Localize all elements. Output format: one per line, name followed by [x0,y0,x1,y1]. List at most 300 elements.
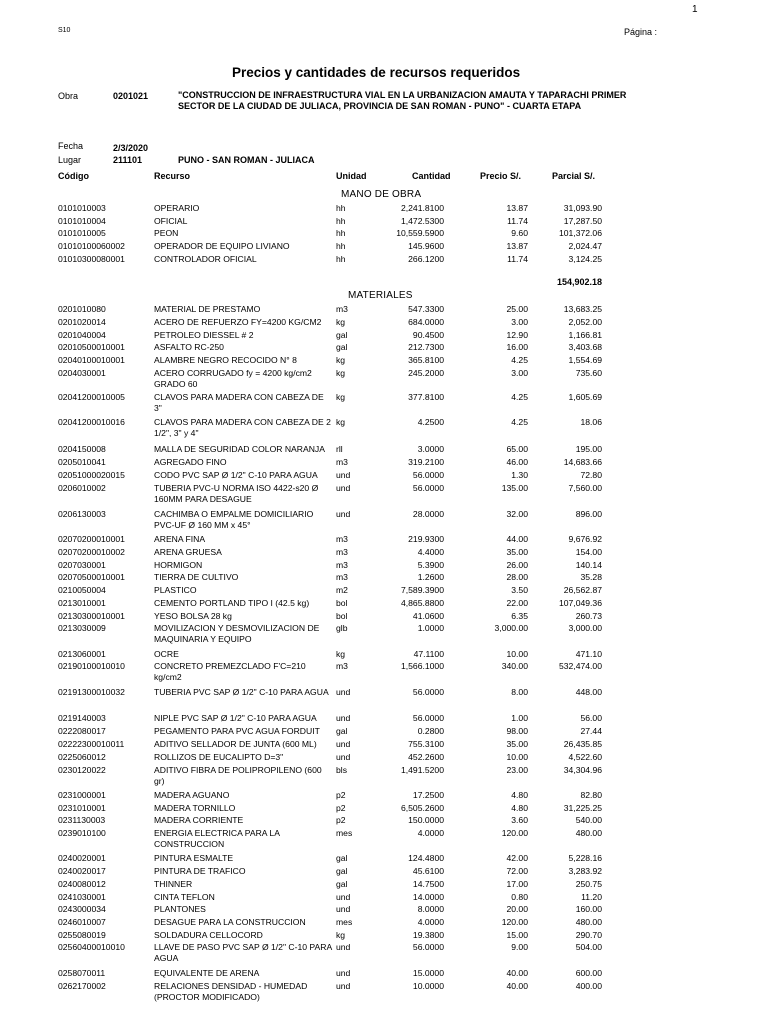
resource-code: 02191300010032 [58,687,125,697]
resource-quantity: 755.3100 [408,739,444,749]
resource-code: 0101010005 [58,228,106,238]
resource-quantity: 7,589.3900 [400,585,444,595]
fecha-value: 2/3/2020 [113,143,149,153]
resource-partial: 540.00 [575,815,602,825]
resource-unit: gal [336,866,348,876]
resource-quantity: 547.3300 [408,304,444,314]
resource-unit: m3 [336,547,348,557]
resource-price: 40.00 [506,968,528,978]
resource-description: OPERARIO [154,203,200,213]
resource-description: ADITIVO FIBRA DE POLIPROPILENO (600 gr) [154,765,322,786]
resource-partial: 3,283.92 [568,866,602,876]
resource-code: 0101010003 [58,203,106,213]
resource-price: 28.00 [506,572,528,582]
resource-price: 65.00 [506,444,528,454]
lugar-label: Lugar [58,155,82,165]
resource-price: 15.00 [506,930,528,940]
resource-unit: m3 [336,457,348,467]
resource-description: NIPLE PVC SAP Ø 1/2" C-10 PARA AGUA [154,713,317,723]
resource-price: 17.00 [506,879,528,889]
resource-unit: und [336,470,351,480]
resource-code: 0239010100 [58,828,106,838]
resource-quantity: 41.0600 [412,611,444,621]
resource-price: 120.00 [501,917,528,927]
resource-unit: m3 [336,572,348,582]
resource-partial: 107,049.36 [558,598,602,608]
resource-partial: 7,560.00 [568,483,602,493]
resource-code: 02041200010016 [58,417,125,427]
resource-price: 32.00 [506,509,528,519]
resource-unit: m3 [336,661,348,671]
resource-description: MATERIAL DE PRESTAMO [154,304,261,314]
resource-unit: glb [336,623,348,633]
resource-description: CONTROLADOR OFICIAL [154,254,257,264]
resource-code: 02222300010011 [58,739,125,749]
resource-quantity: 365.8100 [408,355,444,365]
resource-code: 0255080019 [58,930,106,940]
resource-description: CINTA TEFLON [154,892,215,902]
lugar-value: PUNO - SAN ROMAN - JULIACA [178,155,315,165]
resource-partial: 101,372.06 [558,228,602,238]
section-title-materiales: MATERIALES [348,290,413,301]
resource-quantity: 56.0000 [412,713,444,723]
resource-quantity: 14.7500 [412,879,444,889]
resource-description: ARENA FINA [154,534,206,544]
resource-quantity: 56.0000 [412,470,444,480]
col-header-recurso: Recurso [154,171,191,181]
resource-partial: 2,052.00 [568,317,602,327]
resource-unit: und [336,968,351,978]
resource-partial: 9,676.92 [568,534,602,544]
resource-price: 3.00 [511,317,528,327]
resource-quantity: 377.8100 [408,392,444,402]
resource-unit: mes [336,917,353,927]
resource-partial: 35.28 [580,572,602,582]
resource-price: 13.87 [506,241,528,251]
col-header-codigo: Código [58,171,89,181]
resource-code: 02070200010001 [58,534,125,544]
col-header-precio: Precio S/. [480,171,522,181]
resource-price: 6.35 [511,611,528,621]
resource-description: ROLLIZOS DE EUCALIPTO D=3" [154,752,284,762]
resource-unit: und [336,942,351,952]
resource-unit: kg [336,649,346,659]
resource-code: 0243000034 [58,904,106,914]
resource-code: 0210050004 [58,585,106,595]
resource-price: 120.00 [501,828,528,838]
resource-quantity: 56.0000 [412,483,444,493]
resource-partial: 18.06 [580,417,602,427]
resource-price: 3.50 [511,585,528,595]
resource-partial: 195.00 [575,444,602,454]
resource-description: MADERA AGUANO [154,790,230,800]
resource-partial: 250.75 [575,879,602,889]
resource-quantity: 452.2600 [408,752,444,762]
resource-unit: gal [336,726,348,736]
resource-description: CODO PVC SAP Ø 1/2" C-10 PARA AGUA [154,470,318,480]
resource-description: TIERRA DE CULTIVO [154,572,239,582]
resource-quantity: 0.2800 [417,726,444,736]
resource-code: 0246010007 [58,917,106,927]
resource-quantity: 5.3900 [417,560,444,570]
resource-unit: kg [336,930,346,940]
resource-quantity: 90.4500 [412,330,444,340]
resource-code: 0231130003 [58,815,106,825]
resource-unit: kg [336,368,346,378]
resource-code: 02190100010010 [58,661,125,671]
resource-price: 35.00 [506,547,528,557]
resource-partial: 600.00 [575,968,602,978]
resource-unit: und [336,892,351,902]
resource-partial: 471.10 [575,649,602,659]
resource-description: DESAGUE PARA LA CONSTRUCCION [154,917,306,927]
resource-code: 0213060001 [58,649,106,659]
resource-price: 8.00 [511,687,528,697]
resource-unit: m3 [336,560,348,570]
resource-unit: und [336,509,351,519]
resource-price: 9.60 [511,228,528,238]
resource-quantity: 4.0000 [417,828,444,838]
resource-unit: kg [336,355,346,365]
resource-price: 10.00 [506,752,528,762]
resource-price: 0.80 [511,892,528,902]
resource-code: 0213030009 [58,623,106,633]
resource-quantity: 6,505.2600 [400,803,444,813]
resource-description: RELACIONES DENSIDAD - HUMEDAD (PROCTOR MODIFICADO) [154,981,308,1002]
resource-partial: 31,225.25 [563,803,602,813]
resource-unit: bls [336,765,347,775]
resource-quantity: 28.0000 [412,509,444,519]
resource-partial: 504.00 [575,942,602,952]
resource-quantity: 8.0000 [417,904,444,914]
resource-code: 02041200010005 [58,392,125,402]
resource-quantity: 319.2100 [408,457,444,467]
section-subtotal-mano-de-obra: 154,902.18 [556,277,602,287]
resource-price: 4.25 [511,392,528,402]
page-number: 1 [692,4,698,15]
resource-unit: p2 [336,803,346,813]
resource-quantity: 3.0000 [417,444,444,454]
resource-unit: hh [336,216,346,226]
resource-code: 01010300080001 [58,254,125,264]
resource-partial: 34,304.96 [563,765,602,775]
resource-quantity: 14.0000 [412,892,444,902]
resource-description: PETROLEO DIESSEL # 2 [154,330,254,340]
resource-description: CLAVOS PARA MADERA CON CABEZA DE 2 1/2", 3" y 4" [154,417,331,438]
resource-partial: 1,166.81 [568,330,602,340]
resource-price: 1.30 [511,470,528,480]
resource-partial: 17,287.50 [563,216,602,226]
resource-price: 20.00 [506,904,528,914]
resource-quantity: 145.9600 [408,241,444,251]
resource-description: MALLA DE SEGURIDAD COLOR NARANJA [154,444,325,454]
resource-description: ACERO CORRUGADO fy = 4200 kg/cm2 GRADO 60 [154,368,312,389]
resource-code: 02560400010010 [58,942,125,952]
resource-code: 0240020001 [58,853,106,863]
resource-price: 25.00 [506,304,528,314]
resource-code: 0231000001 [58,790,106,800]
resource-description: TUBERIA PVC-U NORMA ISO 4422-s20 Ø 160MM PARA DESAGUE [154,483,319,504]
resource-unit: und [336,483,351,493]
resource-unit: und [336,687,351,697]
resource-partial: 11.20 [581,892,602,902]
resource-price: 22.00 [506,598,528,608]
resource-quantity: 150.0000 [408,815,444,825]
pagina-label: Página : [624,27,658,37]
resource-description: AGREGADO FINO [154,457,227,467]
obra-description-line1: "CONSTRUCCION DE INFRAESTRUCTURA VIAL EN LA URBANIZACION AMAUTA Y TAPARACHI PRIMER [178,90,627,100]
resource-description: ADITIVO SELLADOR DE JUNTA (600 ML) [154,739,317,749]
resource-description: ENERGIA ELECTRICA PARA LA CONSTRUCCION [154,828,280,849]
resource-description: CLAVOS PARA MADERA CON CABEZA DE 3" [154,392,324,413]
resource-description: OFICIAL [154,216,188,226]
resource-code: 0213010001 [58,598,106,608]
resource-description: ALAMBRE NEGRO RECOCIDO N° 8 [154,355,297,365]
resource-description: MADERA TORNILLO [154,803,236,813]
resource-partial: 532,474.00 [558,661,602,671]
resource-description: CONCRETO PREMEZCLADO F'C=210 kg/cm2 [154,661,306,682]
resource-price: 98.00 [506,726,528,736]
resource-quantity: 47.1100 [413,649,444,659]
resource-unit: und [336,904,351,914]
resource-quantity: 19.3800 [412,930,444,940]
resource-unit: gal [336,342,348,352]
resource-unit: p2 [336,790,346,800]
resource-code: 0241030001 [58,892,106,902]
resource-unit: p2 [336,815,346,825]
resource-description: PINTURA DE TRAFICO [154,866,246,876]
resource-partial: 3,000.00 [568,623,602,633]
resource-quantity: 4.4000 [417,547,444,557]
resource-unit: m3 [336,304,348,314]
section-title-mano-de-obra: MANO DE OBRA [341,189,422,200]
resource-unit: gal [336,879,348,889]
resource-partial: 26,562.87 [563,585,602,595]
resource-partial: 290.70 [575,930,602,940]
resource-partial: 400.00 [575,981,602,991]
resource-code: 02070500010001 [58,572,125,582]
resource-partial: 26,435.85 [563,739,602,749]
lugar-code: 211101 [113,155,143,165]
resource-price: 10.00 [506,649,528,659]
resource-quantity: 266.1200 [408,254,444,264]
resource-code: 0201020014 [58,317,106,327]
resource-price: 42.00 [506,853,528,863]
fecha-label: Fecha [58,141,84,151]
resource-code: 02070200010002 [58,547,125,557]
resource-price: 13.87 [506,203,528,213]
resource-price: 44.00 [506,534,528,544]
resource-description: HORMIGON [154,560,203,570]
resource-quantity: 10,559.5900 [396,228,444,238]
resource-price: 1.00 [511,713,528,723]
resource-description: LLAVE DE PASO PVC SAP Ø 1/2" C-10 PARA AGUA [154,942,332,963]
resource-partial: 31,093.90 [563,203,602,213]
resource-code: 0258070011 [58,968,106,978]
resource-code: 02010500010001 [58,342,125,352]
col-header-cantidad: Cantidad [412,171,451,181]
resource-code: 02130300010001 [58,611,125,621]
resource-partial: 14,683.66 [563,457,602,467]
resource-description: THINNER [154,879,193,889]
resource-quantity: 15.0000 [412,968,444,978]
resource-partial: 3,403.68 [568,342,602,352]
resource-code: 0206010002 [58,483,106,493]
resource-code: 0219140003 [58,713,106,723]
resource-price: 26.00 [506,560,528,570]
resource-price: 72.00 [506,866,528,876]
resource-code: 0240020017 [58,866,106,876]
resource-unit: bol [336,611,348,621]
resource-quantity: 124.4800 [408,853,444,863]
resource-code: 0201010080 [58,304,106,314]
resource-description: YESO BOLSA 28 kg [154,611,232,621]
resource-quantity: 2,241.8100 [400,203,444,213]
resource-quantity: 17.2500 [412,790,444,800]
resource-unit: hh [336,228,346,238]
resource-code: 02040100010001 [58,355,125,365]
resource-price: 12.90 [506,330,528,340]
resource-unit: mes [336,828,353,838]
resource-code: 0206130003 [58,509,106,519]
resource-description: CACHIMBA O EMPALME DOMICILIARIO PVC-UF Ø 160 MM x 45° [154,509,314,530]
resource-price: 23.00 [506,765,528,775]
resource-description: MADERA CORRIENTE [154,815,244,825]
resource-unit: gal [336,853,348,863]
resource-unit: und [336,981,351,991]
resource-partial: 160.00 [575,904,602,914]
resource-quantity: 56.0000 [412,942,444,952]
resource-description: PINTURA ESMALTE [154,853,234,863]
resource-description: OCRE [154,649,179,659]
resource-partial: 5,228.16 [568,853,602,863]
resource-partial: 896.00 [575,509,602,519]
resource-price: 9.00 [511,942,528,952]
resource-code: 0262170002 [58,981,106,991]
resource-code: 0222080017 [58,726,106,736]
resource-code: 0204030001 [58,368,106,378]
resource-partial: 4,522.60 [568,752,602,762]
resource-quantity: 10.0000 [412,981,444,991]
resource-price: 4.80 [511,790,528,800]
resource-partial: 480.00 [575,917,602,927]
col-header-parcial: Parcial S/. [552,171,596,181]
resource-unit: kg [336,417,346,427]
resource-partial: 56.00 [580,713,602,723]
resource-description: ASFALTO RC-250 [154,342,224,352]
resource-price: 135.00 [501,483,528,493]
resource-quantity: 219.9300 [408,534,444,544]
resource-code: 0207030001 [58,560,106,570]
resource-price: 4.80 [511,803,528,813]
resource-unit: m2 [336,585,348,595]
resource-description: ARENA GRUESA [154,547,222,557]
resource-price: 3,000.00 [494,623,528,633]
resource-price: 11.74 [507,254,528,264]
resource-price: 340.00 [501,661,528,671]
resource-description: SOLDADURA CELLOCORD [154,930,263,940]
resource-quantity: 4,865.8800 [400,598,444,608]
resource-quantity: 45.6100 [412,866,444,876]
obra-label: Obra [58,91,79,101]
resource-description: PEGAMENTO PARA PVC AGUA FORDUIT [154,726,320,736]
resource-partial: 72.80 [580,470,602,480]
resource-description: PLANTONES [154,904,206,914]
resource-price: 35.00 [506,739,528,749]
resource-quantity: 212.7300 [408,342,444,352]
resource-code: 0205010041 [58,457,106,467]
resource-code: 0240080012 [58,879,106,889]
resource-unit: und [336,739,351,749]
resource-price: 16.00 [506,342,528,352]
corner-code: S10 [58,27,71,34]
resource-code: 01010100060002 [58,241,125,251]
resource-code: 0230120022 [58,765,106,775]
resource-partial: 140.14 [575,560,602,570]
resource-code: 0231010001 [58,803,106,813]
resource-quantity: 1,491.5200 [400,765,444,775]
resource-description: MOVILIZACION Y DESMOVILIZACION DE MAQUINARIA Y EQUIPO [154,623,320,644]
resource-unit: hh [336,241,346,251]
resource-description: PEON [154,228,179,238]
resource-price: 11.74 [507,216,528,226]
resource-unit: m3 [336,534,348,544]
resource-quantity: 1.0000 [417,623,444,633]
obra-description-line2: SECTOR DE LA CIUDAD DE JULIACA, PROVINCIA DE SAN ROMAN - PUNO" - CUARTA ETAPA [178,101,582,111]
col-header-unidad: Unidad [336,171,367,181]
resource-code: 0201040004 [58,330,106,340]
resource-partial: 154.00 [575,547,602,557]
resource-unit: hh [336,203,346,213]
resource-description: TUBERIA PVC SAP Ø 1/2" C-10 PARA AGUA [154,687,329,697]
resource-unit: bol [336,598,348,608]
obra-code: 0201021 [113,91,149,101]
resource-description: ACERO DE REFUERZO FY=4200 KG/CM2 [154,317,322,327]
resource-price: 4.25 [511,417,528,427]
resource-quantity: 1,566.1000 [400,661,444,671]
resource-description: OPERADOR DE EQUIPO LIVIANO [154,241,290,251]
resource-description: EQUIVALENTE DE ARENA [154,968,260,978]
resource-unit: rll [336,444,343,454]
resource-unit: und [336,752,351,762]
resource-partial: 448.00 [575,687,602,697]
resource-unit: kg [336,317,346,327]
resource-unit: hh [336,254,346,264]
resource-code: 0204150008 [58,444,106,454]
resource-price: 40.00 [506,981,528,991]
resource-partial: 735.60 [575,368,602,378]
resource-code: 0225060012 [58,752,106,762]
resource-quantity: 684.0000 [408,317,444,327]
resource-unit: und [336,713,351,723]
resource-quantity: 4.2500 [417,417,444,427]
resource-description: PLASTICO [154,585,197,595]
resource-price: 3.60 [511,815,528,825]
resource-partial: 260.73 [575,611,602,621]
resource-quantity: 1.2600 [417,572,444,582]
resource-partial: 480.00 [575,828,602,838]
resource-description: CEMENTO PORTLAND TIPO I (42.5 kg) [154,598,310,608]
resource-partial: 1,554.69 [568,355,602,365]
page-title: Precios y cantidades de recursos requeridos [232,65,521,80]
resource-partial: 1,605.69 [568,392,602,402]
resource-quantity: 245.2000 [408,368,444,378]
resource-partial: 2,024.47 [568,241,602,251]
resource-partial: 27.44 [580,726,602,736]
resource-quantity: 4.0000 [417,917,444,927]
resource-price: 46.00 [506,457,528,467]
resource-code: 02051000020015 [58,470,125,480]
